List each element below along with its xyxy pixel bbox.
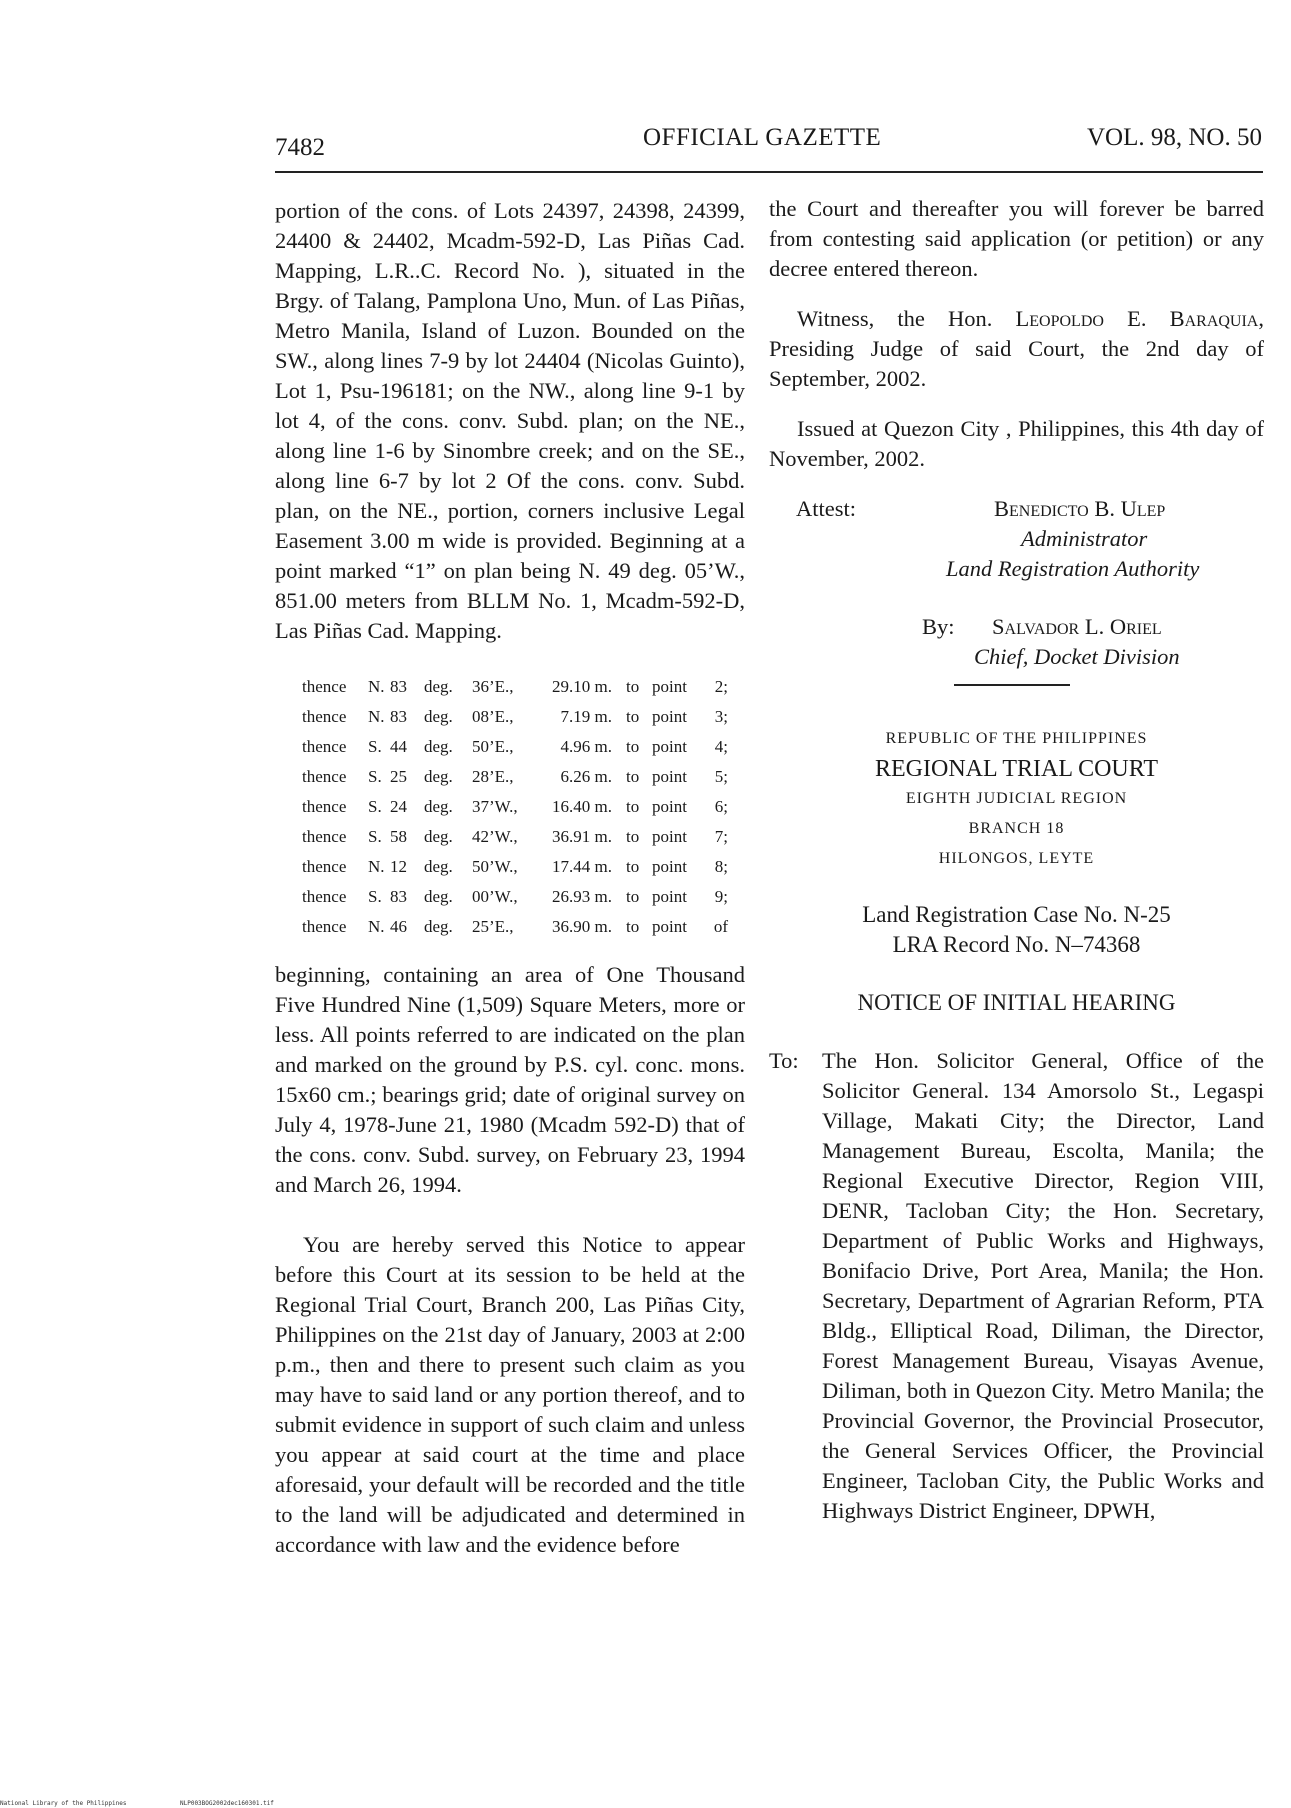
bearing-cell: 83 xyxy=(390,677,407,696)
bearing-cell: 50’E., xyxy=(472,737,514,756)
court-name: REGIONAL TRIAL COURT xyxy=(875,756,1158,782)
addressees-text: The Hon. Solicitor General, Office of the Solicitor General. 134 Amorsolo St., Legaspi Village, Makati City; the Director, Land Management Bureau, Escolta, Manila; the Regional Executive Director, Region VIII, DENR, Tacloban City; the Hon. Secretary, Department of Public Works and Highways, Bonifacio Drive, Port Area, Manila; the Hon. Secretary, Department of Agrarian Reform, PTA Bldg., Elliptical Road, Diliman, the Director, Forest Management Bureau, Visayas Avenue, Diliman, both in Quezon City. Metro Manila; the Provincial Governor, the Provincial Prosecutor, the General Services Officer, the Provincial Engineer, Tacloban City, the Public Works and Highways District Engineer, DPWH, xyxy=(822,1048,1264,1523)
bearing-cell: thence xyxy=(302,887,347,906)
footer-library: National Library of the Philippines xyxy=(0,1800,127,1807)
bearing-cell: to xyxy=(626,707,640,726)
court-heading xyxy=(769,724,1264,874)
bearing-cell: 7.19 m. xyxy=(560,707,612,726)
addressees-block xyxy=(769,1046,1264,1526)
bearing-cell: N. xyxy=(368,677,385,696)
attest-label: Attest: xyxy=(796,496,856,521)
bearing-cell: 58 xyxy=(390,827,407,846)
bearing-cell: point xyxy=(652,887,687,906)
right-column xyxy=(769,194,1264,1526)
bearing-row xyxy=(302,882,728,912)
bearing-row xyxy=(302,732,728,762)
by-title: Chief, Docket Division xyxy=(974,644,1180,669)
bearing-cell: point xyxy=(652,707,687,726)
by-name: Salvador L. Oriel xyxy=(992,614,1162,639)
bearing-cell: point xyxy=(652,917,687,936)
issued-paragraph: Issued at Quezon City , Philippines, this 4th day of November, 2002. xyxy=(769,416,1264,471)
notice-title: NOTICE OF INITIAL HEARING xyxy=(857,990,1176,1015)
bearing-cell: deg. xyxy=(424,707,453,726)
left-column xyxy=(275,196,745,1560)
bearing-cell: 26.93 m. xyxy=(552,887,612,906)
bearing-cell: to xyxy=(626,917,640,936)
bearing-cell: 36.90 m. xyxy=(552,917,612,936)
bearing-cell: 4; xyxy=(714,737,728,756)
bearing-cell: 37’W., xyxy=(472,797,518,816)
bearing-cell: 25’E., xyxy=(472,917,514,936)
bearing-cell: 8; xyxy=(714,857,728,876)
bearing-cell: deg. xyxy=(424,887,453,906)
bearing-cell: S. xyxy=(368,887,382,906)
bearing-cell: 3; xyxy=(714,707,728,726)
page-number: 7482 xyxy=(275,134,325,161)
lra-record: LRA Record No. N–74368 xyxy=(892,932,1141,957)
bearing-cell: to xyxy=(626,767,640,786)
bearing-cell: deg. xyxy=(424,677,453,696)
bearing-cell: thence xyxy=(302,707,347,726)
bearing-cell: thence xyxy=(302,857,347,876)
bearing-cell: 17.44 m. xyxy=(552,857,612,876)
bearing-cell: 28’E., xyxy=(472,767,514,786)
region-line: EIGHTH JUDICIAL REGION xyxy=(905,790,1128,807)
bearing-cell: 36’E., xyxy=(472,677,514,696)
bearing-row xyxy=(302,822,728,852)
bearing-cell: 9; xyxy=(714,887,728,906)
bearing-cell: 46 xyxy=(390,917,407,936)
republic-line: REPUBLIC OF THE PHILIPPINES xyxy=(885,730,1148,747)
bearing-cell: to xyxy=(626,887,640,906)
location-line: HILONGOS, LEYTE xyxy=(938,850,1095,867)
area-paragraph: beginning, containing an area of One Thousand Five Hundred Nine (1,509) Square Meters, more or less. All points referred to are indicated on the plan and marked on the ground by P.S. cyl. conc. mons. 15x60 cm.; bearings grid; date of original survey on July 4, 1978-June 21, 1980 (Mcadm 592-D) that of the cons. conv. Subd. survey, on February 23, 1994 and March 26, 1994. xyxy=(275,962,745,1197)
to-label: To: xyxy=(769,1048,799,1073)
attest-title: Administrator xyxy=(1021,526,1148,551)
bearing-cell: deg. xyxy=(424,827,453,846)
case-info xyxy=(769,900,1264,960)
bearing-cell: deg. xyxy=(424,737,453,756)
bearing-cell: to xyxy=(626,737,640,756)
bearing-cell: 6.26 m. xyxy=(560,767,612,786)
bearing-cell: deg. xyxy=(424,857,453,876)
bearing-cell: deg. xyxy=(424,797,453,816)
bearing-cell: to xyxy=(626,857,640,876)
bearing-cell: point xyxy=(652,677,687,696)
bearing-row xyxy=(302,672,728,702)
bearing-cell: 42’W., xyxy=(472,827,518,846)
attest-name: Benedicto B. Ulep xyxy=(994,496,1166,521)
bearing-cell: 4.96 m. xyxy=(560,737,612,756)
witness-prefix: Witness, the Hon. xyxy=(797,306,1016,331)
bearing-cell: thence xyxy=(302,797,347,816)
bearing-cell: 25 xyxy=(390,767,407,786)
bearing-cell: 00’W., xyxy=(472,887,518,906)
bearing-cell: to xyxy=(626,677,640,696)
bearing-cell: thence xyxy=(302,767,347,786)
case-number: Land Registration Case No. N-25 xyxy=(862,902,1171,927)
attest-block xyxy=(769,494,1264,669)
bearing-cell: point xyxy=(652,827,687,846)
bearing-cell: 08’E., xyxy=(472,707,514,726)
branch-line: BRANCH 18 xyxy=(968,820,1065,837)
bearing-cell: deg. xyxy=(424,917,453,936)
bearing-cell: thence xyxy=(302,737,347,756)
bearing-cell: 29.10 m. xyxy=(552,677,612,696)
by-label: By: xyxy=(922,614,955,639)
bearing-cell: N. xyxy=(368,707,385,726)
bearing-cell: to xyxy=(626,797,640,816)
bearing-cell: deg. xyxy=(424,767,453,786)
witness-suffix: , Presiding Judge of said Court, the 2nd day of September, 2002. xyxy=(769,306,1264,391)
bearing-row xyxy=(302,762,728,792)
volume-info: VOL. 98, NO. 50 xyxy=(1087,124,1262,151)
bearing-row xyxy=(302,912,728,942)
bearing-cell: thence xyxy=(302,917,347,936)
bearing-row xyxy=(302,702,728,732)
bearing-cell: 83 xyxy=(390,707,407,726)
bearing-cell: 44 xyxy=(390,737,407,756)
bearing-cell: point xyxy=(652,857,687,876)
bearing-cell: 2; xyxy=(714,677,728,696)
bearing-cell: thence xyxy=(302,677,347,696)
bearing-cell: N. xyxy=(368,857,385,876)
bearing-cell: S. xyxy=(368,797,382,816)
bearing-cell: 7; xyxy=(714,827,728,846)
bearing-cell: point xyxy=(652,767,687,786)
bearing-cell: 16.40 m. xyxy=(552,797,612,816)
bearing-cell: S. xyxy=(368,737,382,756)
attest-office: Land Registration Authority xyxy=(946,556,1200,581)
barred-paragraph: the Court and thereafter you will forever be barred from contesting said application (or petition) or any decree entered thereon. xyxy=(769,196,1264,281)
bearing-cell: of xyxy=(713,917,728,936)
bearing-cell: point xyxy=(652,737,687,756)
bearing-cell: 6; xyxy=(714,797,728,816)
notice-paragraph: You are hereby served this Notice to appear before this Court at its session to be held at the Regional Trial Court, Branch 200, Las Piñas City, Philippines on the 21st day of January, 2003 at 2:00 p.m., then and there to present such claim as you may have to said land or any portion thereof, and to submit evidence in support of such claim and unless you appear at said court at the time and place aforesaid, your default will be recorded and the title to the land will be adjudicated and determined in accordance with law and the evidence before xyxy=(275,1232,745,1557)
judge-name: Leopoldo E. Baraquia xyxy=(1015,306,1259,331)
bearing-cell: S. xyxy=(368,827,382,846)
bearing-cell: 5; xyxy=(714,767,728,786)
bearing-row xyxy=(302,792,728,822)
land-description-paragraph: portion of the cons. of Lots 24397, 24398, 24399, 24400 & 24402, Mcadm-592-D, Las Piñas Cad. Mapping, L.R..C. Record No. ), situated in the Brgy. of Talang, Pamplona Uno, Mun. of Las Piñas, Metro Manila, Island of Luzon. Bounded on the SW., along lines 7-9 by lot 24404 (Nicolas Guinto), Lot 1, Psu-196181; on the NW., along line 9-1 by lot 4, of the cons. conv. Subd. plan; on the NE., along line 1-6 by Sinombre creek; and on the SE., along line 6-7 by lot 2 Of the cons. conv. Subd. plan, on the NE., portion, corners inclusive Legal Easement 3.00 m wide is provided. Beginning at a point marked “1” on plan being N. 49 deg. 05’W., 851.00 meters from BLLM No. 1, Mcadm-592-D, Las Piñas Cad. Mapping. xyxy=(275,198,745,643)
bearing-cell: N. xyxy=(368,917,385,936)
bearing-cell: S. xyxy=(368,767,382,786)
section-divider xyxy=(954,684,1070,686)
footer-file: NLP003BOG2002dec160301.tif xyxy=(180,1800,274,1807)
bearing-cell: 12 xyxy=(390,857,407,876)
bearing-row xyxy=(302,852,728,882)
bearing-cell: 50’W., xyxy=(472,857,518,876)
bearing-cell: 83 xyxy=(390,887,407,906)
bearings-table xyxy=(302,672,728,942)
bearing-cell: point xyxy=(652,797,687,816)
gazette-title: OFFICIAL GAZETTE xyxy=(643,124,882,151)
bearing-cell: thence xyxy=(302,827,347,846)
bearing-cell: 36.91 m. xyxy=(552,827,612,846)
bearing-cell: to xyxy=(626,827,640,846)
witness-paragraph xyxy=(769,304,1264,394)
bearing-cell: 24 xyxy=(390,797,407,816)
header-rule xyxy=(275,171,1263,173)
